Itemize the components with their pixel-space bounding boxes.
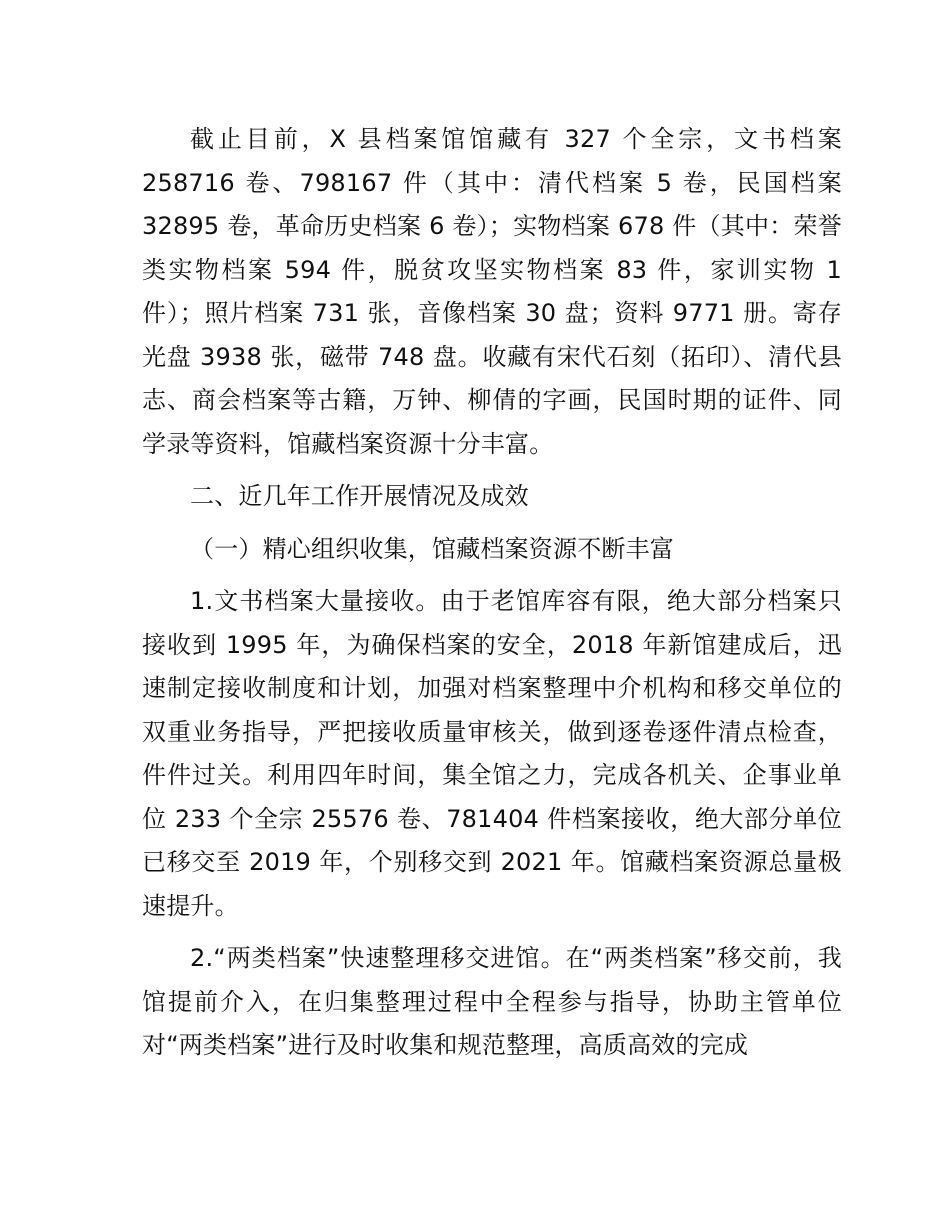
section-heading-2: 二、近几年工作开展情况及成效 bbox=[190, 482, 529, 510]
paragraph-holdings-summary: 截止目前，X 县档案馆馆藏有 327 个全宗，文书档案 258716 卷、798167 件（其中：清代档案 5 卷，民国档案 32895 卷，革命历史档案 6 卷）；实物档案 678 件（其中：荣誉类实物档案 594 件，脱贫攻坚实物档案 83 件，家训实物 1 件）；照片档案 731 张，音像档案 30 盘；资料 9771 册。寄存光盘 3938 张，磁带 748 盘。收藏有宋代石刻（拓印）、清代县志、商会档案等古籍，万钟、柳倩的字画，民国时期的证件、同学录等资料，馆藏档案资源十分丰富。 bbox=[142, 125, 842, 458]
subsection-heading-2-1: （一）精心组织收集，馆藏档案资源不断丰富 bbox=[190, 534, 674, 563]
paragraph-document-archives: 1.文书档案大量接收。由于老馆库容有限，绝大部分档案只接收到 1995 年，为确保档案的安全，2018 年新馆建成后，迅速制定接收制度和计划，加强对档案整理中介机构和移交单位的双重业务指导，严把接收质量审核关，做到逐卷逐件清点检查，件件过关。利用四年时间，集全馆之力，完成各机关、企事业单位 233 个全宗 25576 卷、781404 件档案接收，绝大部分单位已移交至 2019 年，个别移交到 2021 年。馆藏档案资源总量极速提升。 bbox=[142, 587, 842, 920]
paragraph-two-types-archives: 2.“两类档案”快速整理移交进馆。在“两类档案”移交前，我馆提前介入，在归集整理过程中全程参与指导，协助主管单位对“两类档案”进行及时收集和规范整理，高质高效的完成 bbox=[142, 944, 842, 1059]
document-body bbox=[142, 118, 842, 1068]
